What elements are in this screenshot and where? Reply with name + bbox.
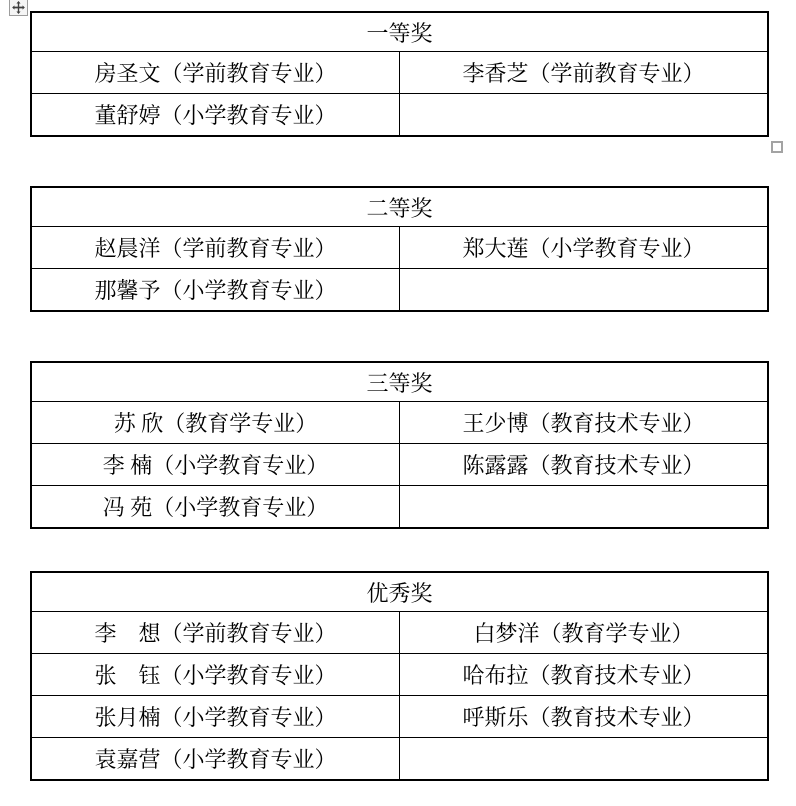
winner-cell[interactable]: 袁嘉营（小学教育专业） xyxy=(31,738,400,781)
winner-cell[interactable]: 呼斯乐（教育技术专业） xyxy=(400,696,769,738)
empty-cell[interactable] xyxy=(400,269,769,312)
table-resize-handle[interactable] xyxy=(771,141,783,153)
table-row xyxy=(31,269,768,312)
award-table-second-prize xyxy=(30,186,769,312)
move-icon xyxy=(12,1,25,14)
winner-cell[interactable]: 王少博（教育技术专业） xyxy=(400,402,769,444)
winner-cell[interactable]: 李 楠（小学教育专业） xyxy=(31,444,400,486)
winner-cell[interactable]: 董舒婷（小学教育专业） xyxy=(31,94,400,137)
winner-cell[interactable]: 赵晨洋（学前教育专业） xyxy=(31,227,400,269)
table-row xyxy=(31,696,768,738)
table-row xyxy=(31,486,768,529)
table-row xyxy=(31,362,768,402)
table-row xyxy=(31,227,768,269)
table-row xyxy=(31,444,768,486)
winner-cell[interactable]: 那馨予（小学教育专业） xyxy=(31,269,400,312)
winner-cell[interactable]: 白梦洋（教育学专业） xyxy=(400,612,769,654)
table-row xyxy=(31,94,768,137)
winner-cell[interactable]: 陈露露（教育技术专业） xyxy=(400,444,769,486)
empty-cell[interactable] xyxy=(400,94,769,137)
prize-title-cell[interactable]: 三等奖 xyxy=(31,362,768,402)
table-row xyxy=(31,187,768,227)
table-row xyxy=(31,654,768,696)
winner-cell[interactable]: 苏 欣（教育学专业） xyxy=(31,402,400,444)
prize-title-cell[interactable]: 二等奖 xyxy=(31,187,768,227)
table-row xyxy=(31,12,768,52)
empty-cell[interactable] xyxy=(400,738,769,781)
winner-cell[interactable]: 李香芝（学前教育专业） xyxy=(400,52,769,94)
winner-cell[interactable]: 张月楠（小学教育专业） xyxy=(31,696,400,738)
award-table-excellence-prize xyxy=(30,571,769,781)
table-move-handle[interactable] xyxy=(9,0,28,16)
winner-cell[interactable]: 李 想（学前教育专业） xyxy=(31,612,400,654)
prize-title-cell[interactable]: 优秀奖 xyxy=(31,572,768,612)
prize-title-cell[interactable]: 一等奖 xyxy=(31,12,768,52)
table-row xyxy=(31,402,768,444)
award-table-first-prize xyxy=(30,11,769,137)
table-row xyxy=(31,52,768,94)
winner-cell[interactable]: 哈布拉（教育技术专业） xyxy=(400,654,769,696)
table-row xyxy=(31,738,768,781)
winner-cell[interactable]: 冯 苑（小学教育专业） xyxy=(31,486,400,529)
table-row xyxy=(31,572,768,612)
winner-cell[interactable]: 房圣文（学前教育专业） xyxy=(31,52,400,94)
empty-cell[interactable] xyxy=(400,486,769,529)
winner-cell[interactable]: 郑大莲（小学教育专业） xyxy=(400,227,769,269)
table-row xyxy=(31,612,768,654)
award-table-third-prize xyxy=(30,361,769,529)
winner-cell[interactable]: 张 钰（小学教育专业） xyxy=(31,654,400,696)
